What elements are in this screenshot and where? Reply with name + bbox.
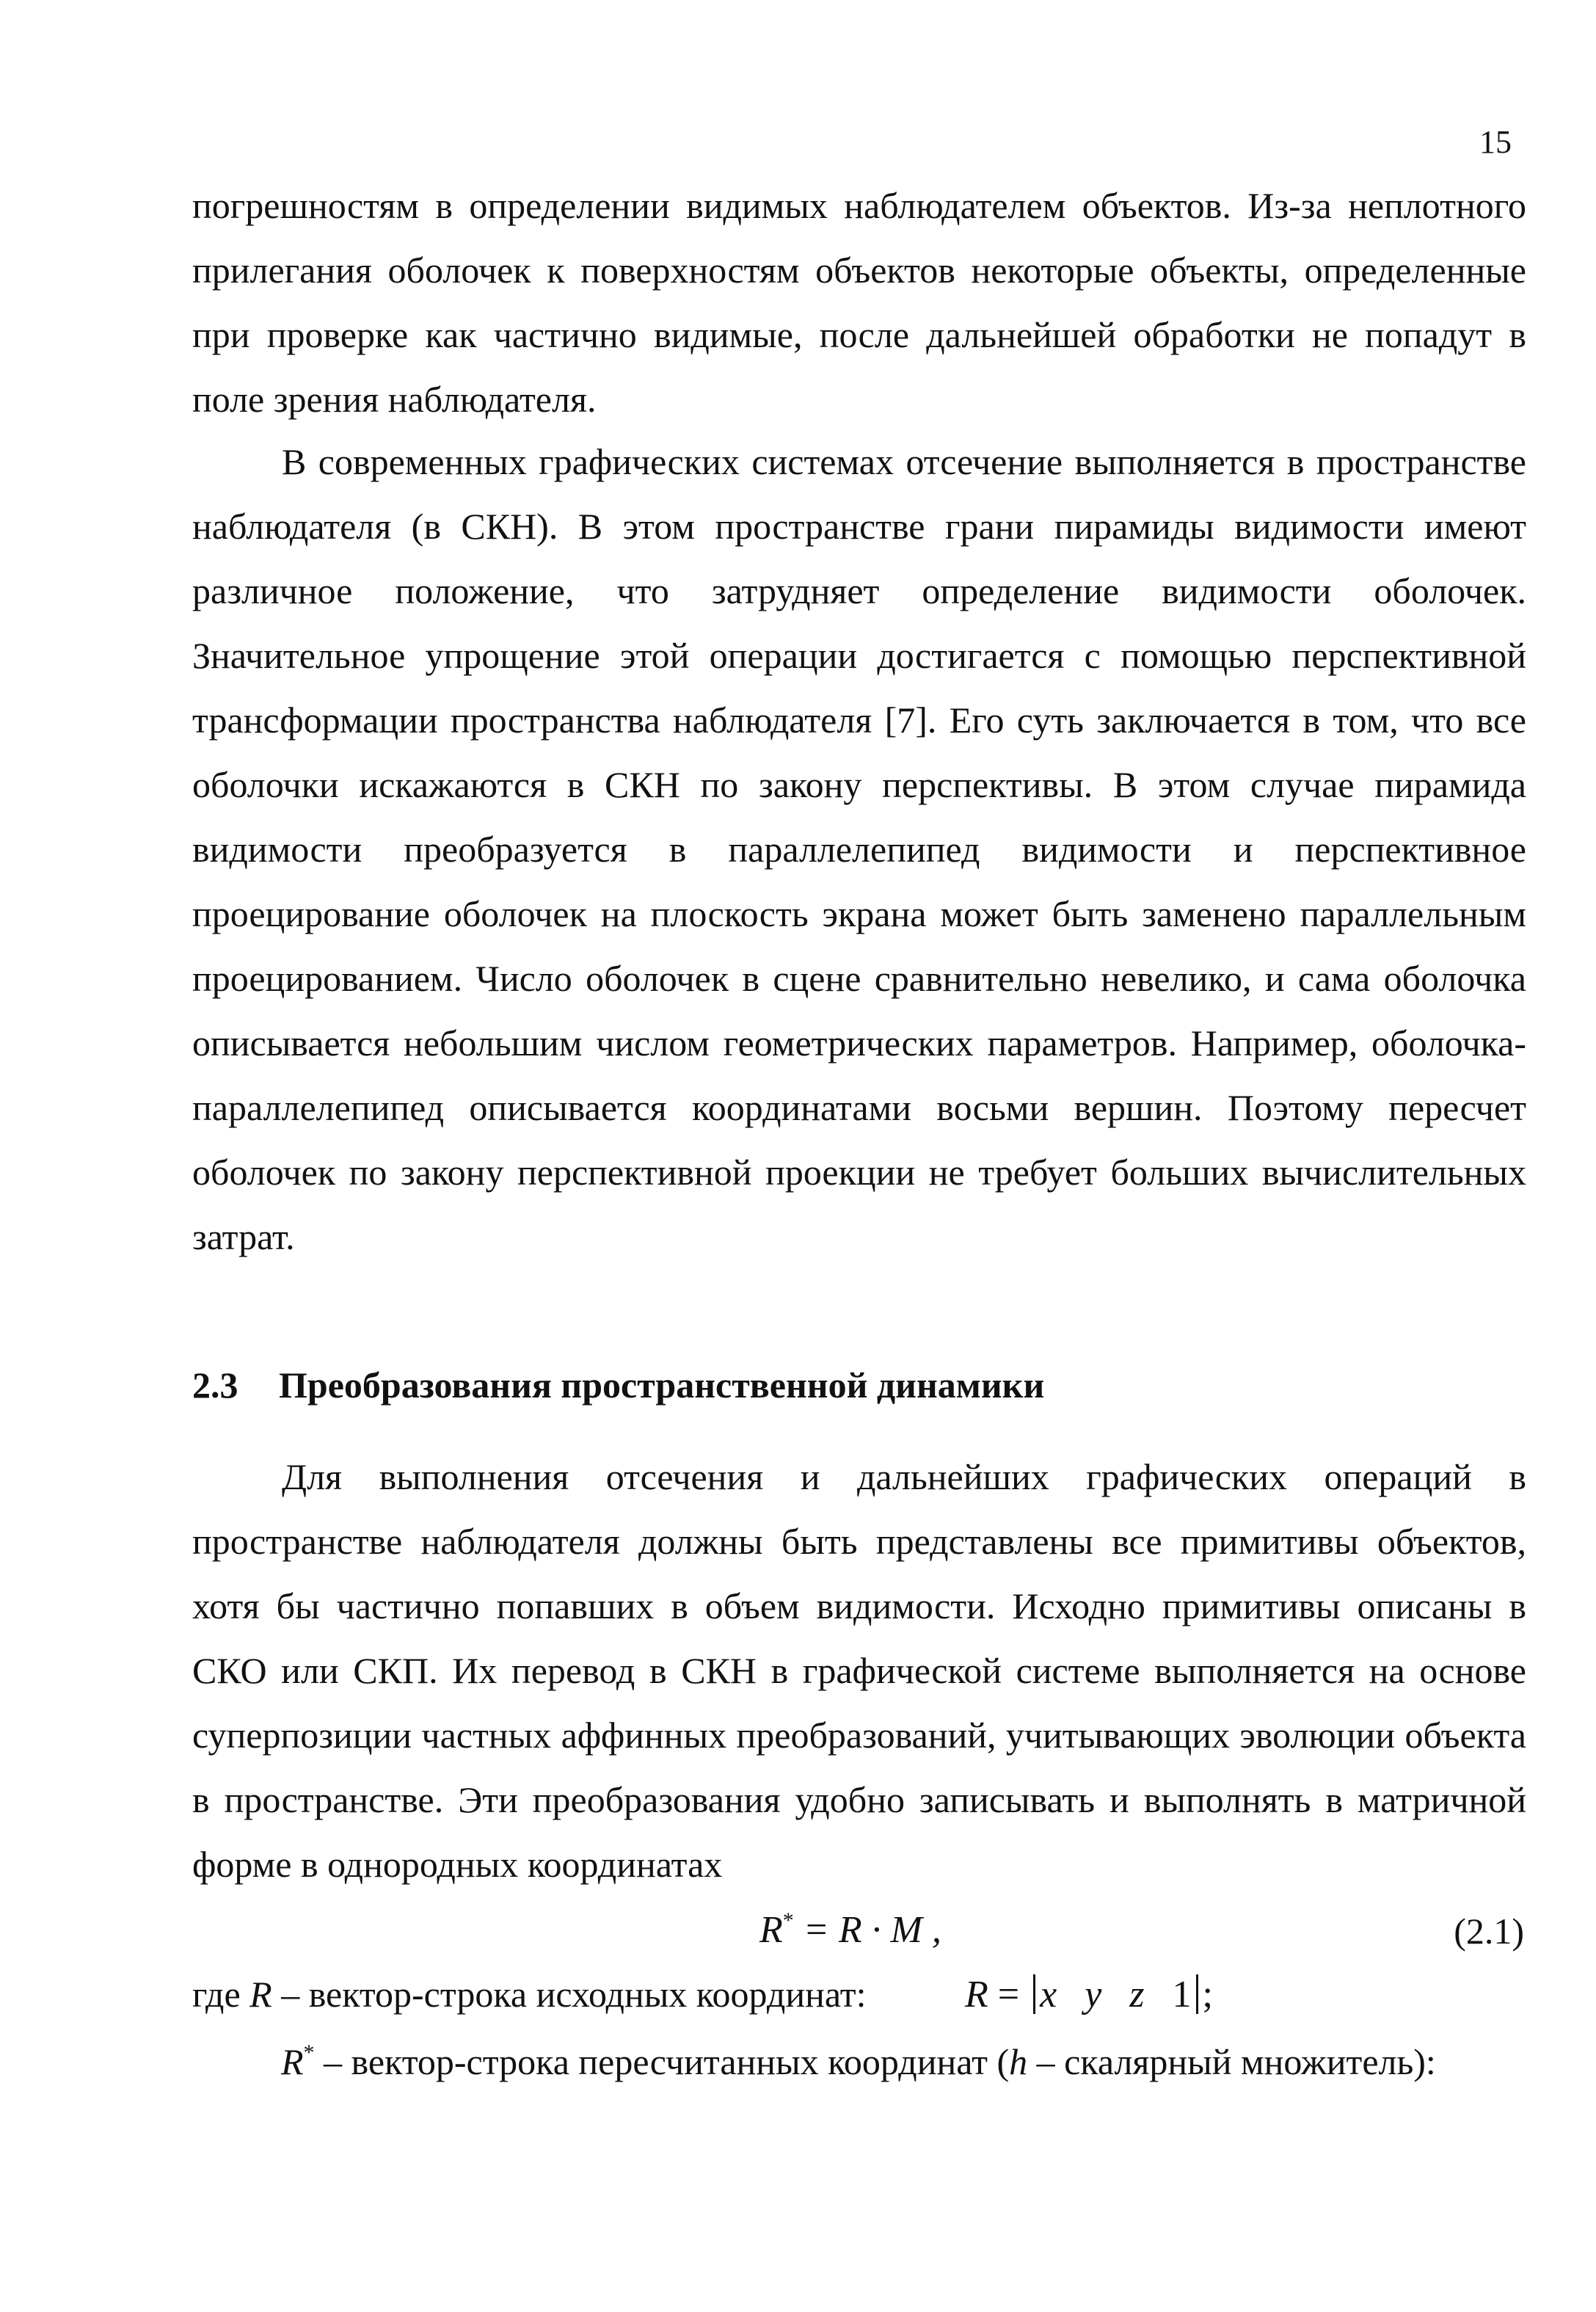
formula-lhs: R [759, 1909, 783, 1951]
vector-end: ; [1202, 1974, 1213, 2015]
section-title: Преобразования пространственной динамики [279, 1364, 1045, 1406]
page-number: 15 [1479, 124, 1512, 160]
vector-eq: = [988, 1974, 1030, 2015]
paragraph-1: погрешностям в определении видимых наблюдателем объектов. Из-за неплотного прилегания оболочек к поверхностям объектов некоторые объекты, определенные при проверке как частично видимые, после дальнейшей обработки не попадут в поле зрения наблюдателя. [192, 185, 1526, 420]
section-heading [192, 1364, 1044, 1406]
rstar-var: R [281, 2041, 304, 2082]
rstar-text-1: – вектор-строка пересчитанных координат ( [314, 2041, 1010, 2082]
where-text: – вектор-строка исходных координат: [272, 1974, 867, 2015]
vector-one: 1 [1172, 1974, 1192, 2015]
formula-rhs: = R · M , [793, 1909, 941, 1951]
rstar-star: * [303, 2040, 315, 2065]
equation-number: (2.1) [1454, 1911, 1524, 1952]
vector-left-bar [1033, 1974, 1035, 2014]
coordinate-vector [965, 1973, 1213, 2016]
vector-z: z [1129, 1974, 1145, 2015]
rstar-text-2: – скалярный множитель): [1027, 2041, 1436, 2082]
vector-x: x [1040, 1974, 1057, 2015]
section-number: 2.3 [192, 1364, 238, 1406]
formula-star: * [782, 1908, 794, 1933]
formula-2-1 [759, 1908, 941, 1952]
paragraph-3: Для выполнения отсечения и дальнейших графических операций в пространстве наблюдателя должны быть представлены все примитивы объектов, хотя бы частично попавших в объем видимости. Исходно примитивы описаны в СКО или СКП. Их перевод в СКН в графической системе выполняется на основе суперпозиции частных аффинных преобразований, учитывающих эволюции объекта в пространстве. Эти преобразования удобно записывать и выполнять в матричной форме в однородных координатах [192, 1456, 1526, 1885]
where-var: R [249, 1974, 272, 2015]
where-line [192, 1973, 867, 2015]
vector-right-bar [1196, 1974, 1198, 2014]
rstar-h: h [1009, 2041, 1028, 2082]
vector-name: R [965, 1974, 988, 2015]
vector-y: y [1085, 1974, 1102, 2015]
where-prefix: где [192, 1974, 250, 2015]
rstar-definition-line [281, 2040, 1436, 2083]
paragraph-2: В современных графических системах отсечение выполняется в пространстве наблюдателя (в СКН). В этом пространстве грани пирамиды видимости имеют различное положение, что затрудняет определение видимости оболочек. Значительное упрощение этой операции достигается с помощью перспективной трансформации пространства наблюдателя [7]. Его суть заключается в том, что все оболочки искажаются в СКН по закону перспективы. В этом случае пирамида видимости преобразуется в параллелепипед видимости и перспективное проецирование оболочек на плоскость экрана может быть заменено параллельным проецированием. Число оболочек в сцене сравнительно невелико, и сама оболочка описывается небольшим числом геометрических параметров. Например, оболочка-параллелепипед описывается координатами восьми вершин. Поэтому пересчет оболочек по закону перспективной проекции не требует больших вычислительных затрат. [192, 441, 1526, 1257]
